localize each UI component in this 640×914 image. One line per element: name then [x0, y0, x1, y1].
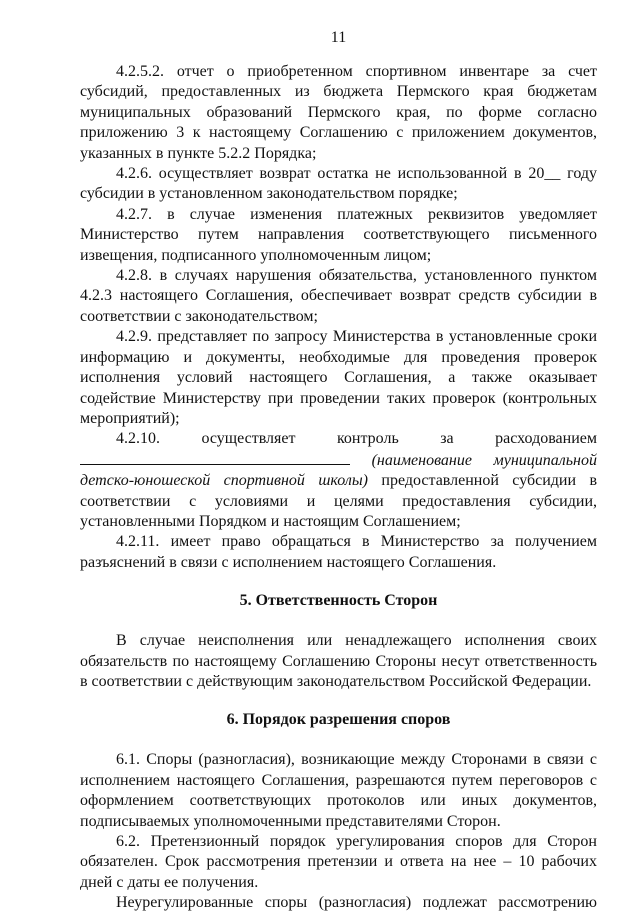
paragraph-4-2-10-start: 4.2.10. осуществляет контроль за расходованием — [116, 430, 597, 448]
paragraph-4-2-8: 4.2.8. в случаях нарушения обязательства, установленного пунктом 4.2.3 настоящего Соглашения, обеспечивает возврат средств субсидии в соответствии с законодательством; — [80, 267, 597, 325]
paragraph-6-1: 6.1. Споры (разногласия), возникающие между Сторонами в связи с исполнением настоящего Соглашения, разрешаются путем переговоров с оформлением соответствующих протоколов или иных документов, подписываемых уполномоченными представителями Сторон. — [80, 751, 597, 830]
section-heading-6: 6. Порядок разрешения споров — [226, 711, 451, 729]
school-name-placeholder: (наименование муниципальной детско-юношеской спортивной школы) — [80, 451, 597, 490]
blank-fill-line — [80, 450, 350, 465]
paragraph-4-2-6: 4.2.6. осуществляет возврат остатка не использованной в 20__ году субсидии в установленном законодательством порядке; — [80, 165, 597, 203]
paragraph-5: В случае неисполнения или ненадлежащего исполнения своих обязательств по настоящему Соглашению Стороны несут ответственность в соответствии с действующим законодательством Российской Федерации. — [80, 632, 597, 690]
paragraph-4-2-5-2: 4.2.5.2. отчет о приобретенном спортивном инвентаре за счет субсидий, предоставленных из бюджета Пермского края бюджетам муниципальных образований Пермского края, по форме согласно приложению 3 к настоящему Соглашению с приложением документов, указанных в пункте 5.2.2 Порядка; — [80, 63, 597, 162]
paragraph-4-2-10-end: предоставленной субсидии в соответствии с условиями и целями предоставления субсидии, установленными Порядком и настоящим Соглашением; — [80, 472, 597, 530]
paragraph-4-2-10 — [80, 429, 597, 532]
paragraph-4-2-9: 4.2.9. представляет по запросу Министерства в установленные сроки информацию и документы, необходимые для проведения проверок исполнения условий настоящего Соглашения, а также оказывает содействие Министерству при проведении таких проверок (контрольных мероприятий); — [80, 328, 597, 427]
paragraph-4-2-7: 4.2.7. в случае изменения платежных реквизитов уведомляет Министерство путем направления соответствующего письменного извещения, подписанного уполномоченным лицом; — [80, 205, 597, 264]
section-heading-5: 5. Ответственность Сторон — [239, 592, 438, 610]
paragraph-4-2-11: 4.2.11. имеет право обращаться в Министерство за получением разъяснений в связи с исполнением настоящего Соглашения. — [80, 533, 597, 571]
paragraph-6-2: 6.2. Претензионный порядок урегулирования споров для Сторон обязателен. Срок рассмотрения претензии и ответа на нее – 10 рабочих дней с даты ее получения. — [80, 833, 597, 891]
page-number: 11 — [330, 29, 347, 46]
paragraph-6-last: Неурегулированные споры (разногласия) подлежат рассмотрению — [116, 894, 597, 912]
document-page — [80, 28, 597, 914]
